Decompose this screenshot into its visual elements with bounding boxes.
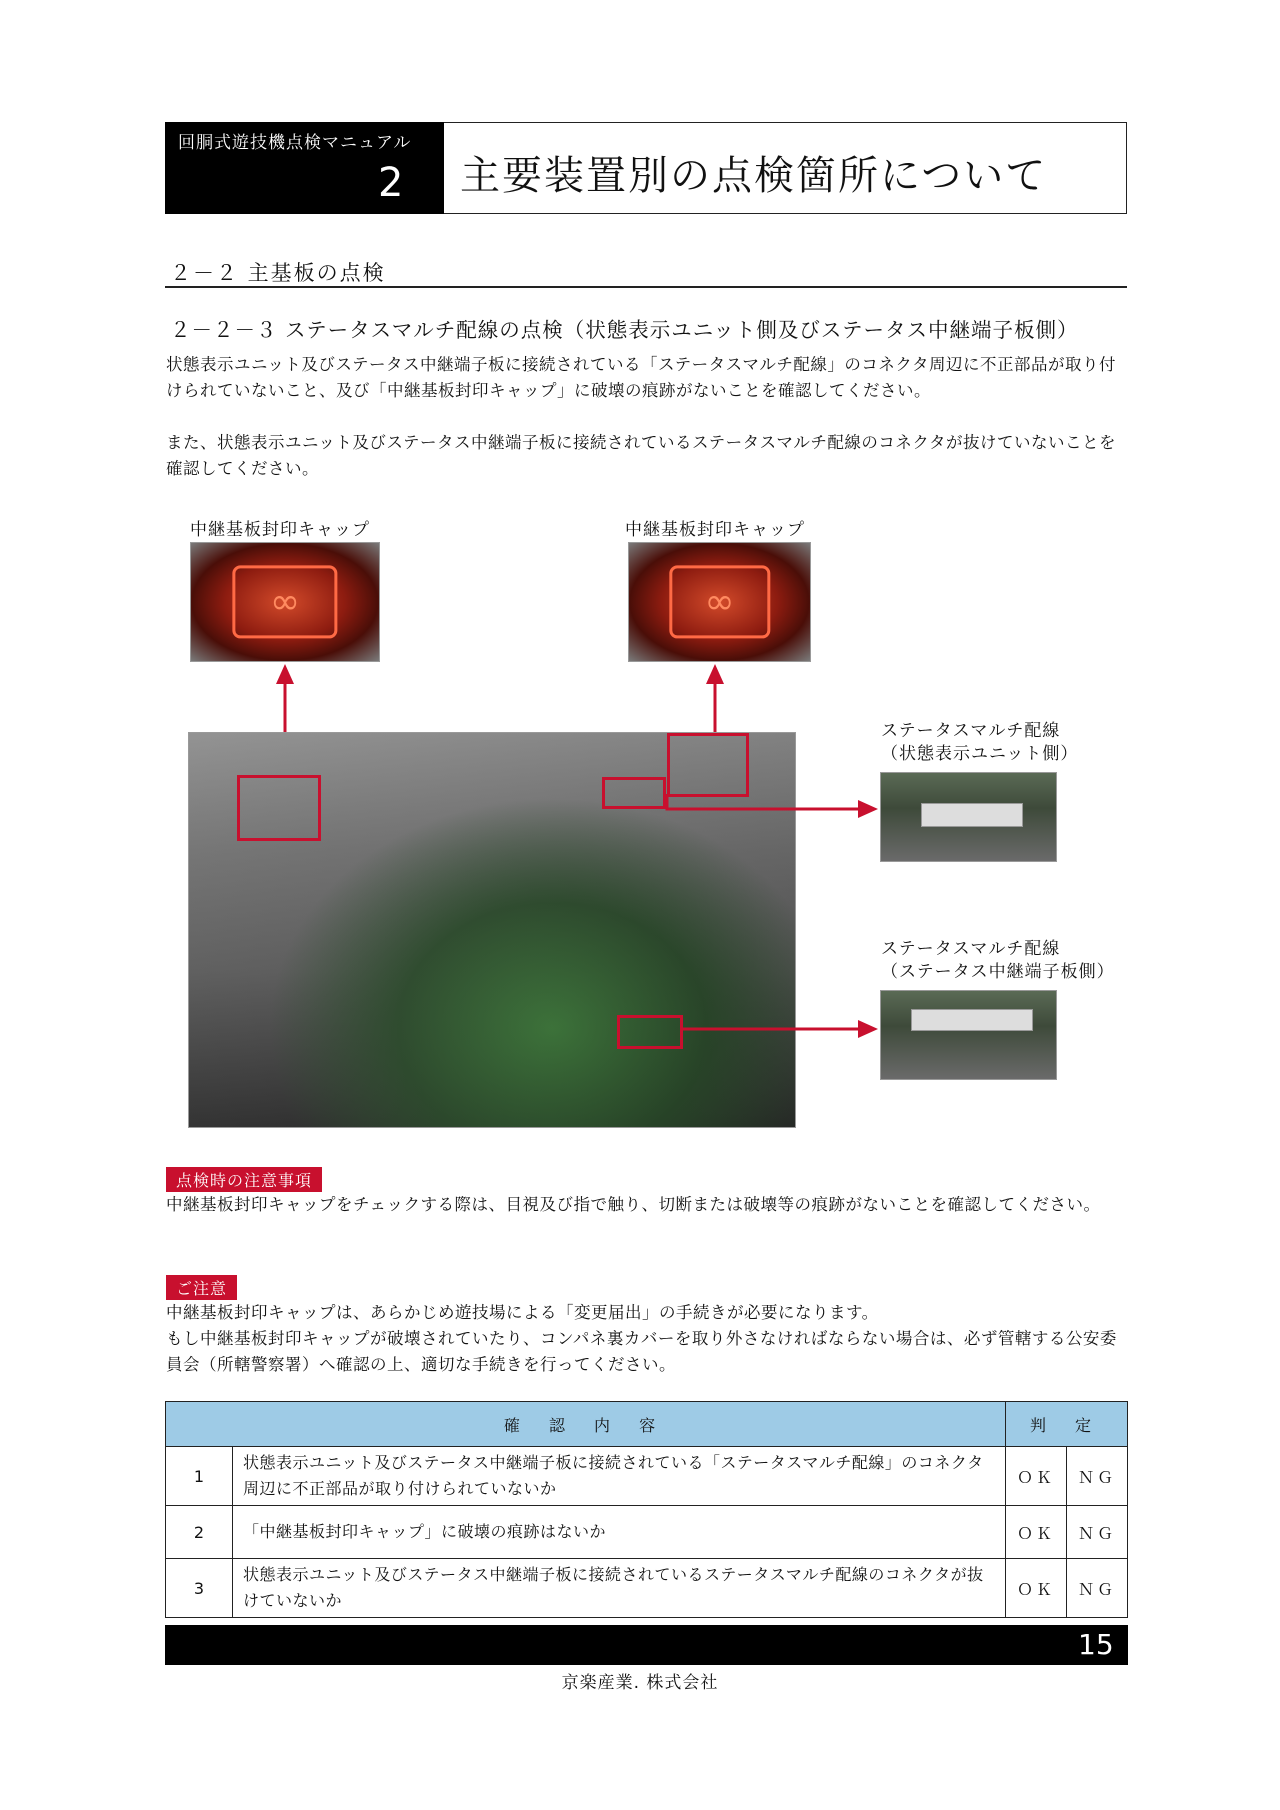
main-board-photo xyxy=(188,732,796,1128)
caution-tag: ご注意 xyxy=(166,1275,237,1300)
cap-label-right: 中継基板封印キャップ xyxy=(625,520,805,540)
row-content: 状態表示ユニット及びステータス中継端子板に接続されているステータスマルチ配線のコネクタが抜けていないか xyxy=(233,1559,1006,1618)
ok-cell[interactable]: ＯＫ xyxy=(1006,1559,1067,1618)
section-divider xyxy=(165,286,1127,288)
caution-line-2: もし中継基板封印キャップが破壊されていたり、コンパネ裏カバーを取り外さなければならない場合は、必ず管轄する公安委員会（所轄警察署）へ確認の上、適切な手続きを行ってください。 xyxy=(166,1329,1117,1374)
highlight-cap-right xyxy=(667,733,749,797)
relay-label-1: ステータスマルチ配線 xyxy=(881,939,1061,959)
row-number: 1 xyxy=(166,1447,233,1506)
table-row xyxy=(166,1447,1128,1506)
table-header-row xyxy=(166,1402,1128,1447)
check-table xyxy=(165,1401,1128,1618)
status-unit-label-1: ステータスマルチ配線 xyxy=(881,721,1061,741)
section-heading: ２－２ 主基板の点検 xyxy=(170,261,386,285)
intro-paragraph-2: また、状態表示ユニット及びステータス中継端子板に接続されているステータスマルチ配線のコネクタが抜けていないことを確認してください。 xyxy=(166,433,1117,478)
inspection-note-tag: 点検時の注意事項 xyxy=(166,1167,322,1192)
row-number: 2 xyxy=(166,1506,233,1559)
status-unit-label-2: （状態表示ユニット側） xyxy=(881,744,1079,764)
highlight-cap-left xyxy=(237,775,321,841)
table-row xyxy=(166,1506,1128,1559)
caution-line-1: 中継基板封印キャップは、あらかじめ遊技場による「変更届出」の手続きが必要になります。 xyxy=(166,1303,879,1322)
highlight-status-connector xyxy=(602,777,666,809)
connector-body xyxy=(911,1009,1033,1031)
arrow-up-right xyxy=(700,662,730,734)
row-content: 状態表示ユニット及びステータス中継端子板に接続されている「ステータスマルチ配線」のコネクタ周辺に不正部品が取り付けられていないか xyxy=(233,1447,1006,1506)
ok-cell[interactable]: ＯＫ xyxy=(1006,1506,1067,1559)
cap-label-left: 中継基板封印キャップ xyxy=(190,520,370,540)
row-number: 3 xyxy=(166,1559,233,1618)
cap-photo-left xyxy=(190,542,380,662)
page-title: 主要装置別の点検箇所について xyxy=(460,153,1048,199)
relay-label-2: （ステータス中継端子板側） xyxy=(881,962,1115,982)
relay-connector-photo xyxy=(880,990,1057,1080)
highlight-relay-connector xyxy=(617,1015,683,1049)
status-unit-connector-photo xyxy=(880,772,1057,862)
intro-paragraph-1: 状態表示ユニット及びステータス中継端子板に接続されている「ステータスマルチ配線」のコネクタ周辺に不正部品が取り付けられていないこと、及び「中継基板封印キャップ」に破壊の痕跡がないことを確認してください。 xyxy=(166,355,1117,400)
row-content: 「中継基板封印キャップ」に破壊の痕跡はないか xyxy=(233,1506,1006,1559)
seal-mark-icon: ∞ xyxy=(270,581,300,623)
ng-cell[interactable]: ＮＧ xyxy=(1067,1447,1128,1506)
footer-bar xyxy=(165,1625,1128,1665)
company-name: 京楽産業. 株式会社 xyxy=(561,1673,719,1693)
header-judgement: 判 定 xyxy=(1006,1402,1128,1447)
seal-mark-icon: ∞ xyxy=(704,581,735,623)
cap-photo-right xyxy=(628,542,811,662)
table-row xyxy=(166,1559,1128,1618)
ng-cell[interactable]: ＮＧ xyxy=(1067,1559,1128,1618)
subsection-heading: ２－２－３ ステータスマルチ配線の点検（状態表示ユニット側及びステータス中継端子板側） xyxy=(170,318,1079,342)
connector-body xyxy=(921,803,1023,827)
page-number: 15 xyxy=(1078,1628,1114,1661)
manual-name: 回胴式遊技機点検マニュアル xyxy=(178,133,412,153)
header-content: 確 認 内 容 xyxy=(166,1402,1006,1447)
ok-cell[interactable]: ＯＫ xyxy=(1006,1447,1067,1506)
chapter-number: 2 xyxy=(378,160,404,206)
inspection-note-text: 中継基板封印キャップをチェックする際は、目視及び指で触り、切断または破壊等の痕跡がないことを確認してください。 xyxy=(166,1195,1101,1214)
ng-cell[interactable]: ＮＧ xyxy=(1067,1506,1128,1559)
arrow-right-relay xyxy=(682,1014,880,1044)
arrow-right-status xyxy=(665,794,880,824)
